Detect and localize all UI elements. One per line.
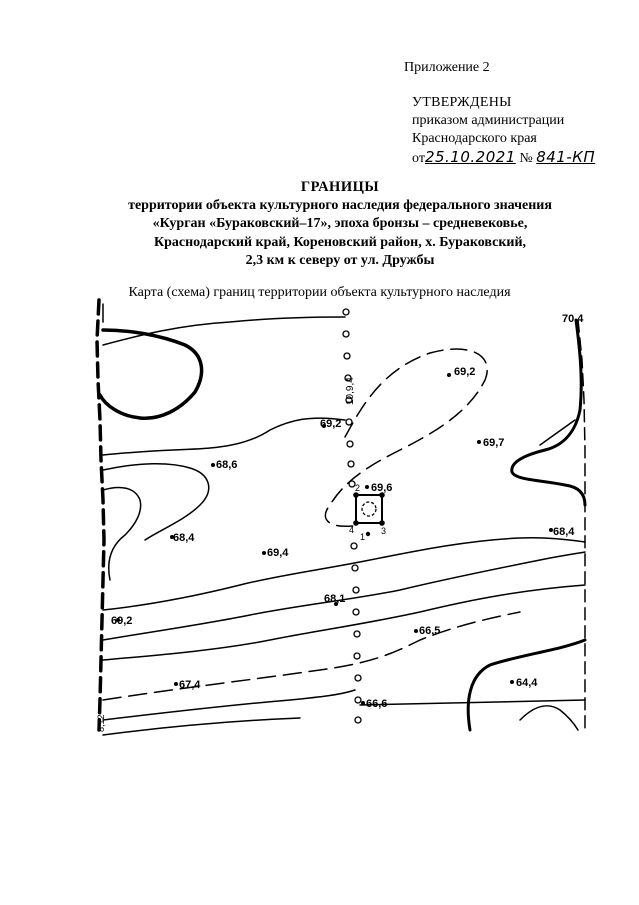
side-label: 8,12 xyxy=(96,714,106,732)
approved-label: УТВЕРЖДЕНЫ xyxy=(412,95,512,110)
left-boundary-line xyxy=(97,300,104,730)
number-sign: № xyxy=(519,151,533,166)
title-line-4: 2,3 км к северу от ул. Дружбы xyxy=(245,253,435,268)
contour-right-thick xyxy=(512,320,585,505)
road-label: 10,9,4 xyxy=(345,377,356,405)
handwritten-date: 25.10.2021 xyxy=(424,148,516,166)
appendix-label: Приложение 2 xyxy=(404,60,490,75)
boundary-point-label: 4 xyxy=(349,525,355,535)
order-label: приказом администрации xyxy=(412,113,565,128)
region-label: Краснодарского края xyxy=(412,131,537,146)
elevation-label: 69,2 xyxy=(320,418,342,430)
title-line-1: территории объекта культурного наследия федерального значения xyxy=(128,197,552,213)
elevation-label: 69,6 xyxy=(371,482,393,494)
elevation-label: 69,2 xyxy=(111,615,133,627)
handwritten-number: 841-КП xyxy=(536,148,596,166)
title-line-2: «Курган «Бураковский–17», эпоха бронзы – средневековье, xyxy=(152,216,528,231)
contour-686 xyxy=(103,464,209,540)
boundary-point-label: 3 xyxy=(381,526,387,536)
elevation-label: 66,5 xyxy=(419,625,441,637)
contour-bottom-left xyxy=(103,718,300,735)
elevation-label: 69,4 xyxy=(267,547,289,559)
elevation-label: 69,7 xyxy=(483,437,505,449)
boundary-point-label: 1 xyxy=(360,532,366,542)
elevation-label: 68,4 xyxy=(553,526,575,538)
contour-dashed-low xyxy=(103,612,520,700)
elevation-label: 70,4 xyxy=(562,313,584,325)
elevation-label: 67,4 xyxy=(179,679,201,691)
elevation-label: 68,4 xyxy=(173,532,195,544)
elevation-label: 69,2 xyxy=(454,366,476,378)
road-dotted-line xyxy=(343,309,361,723)
elevation-label: 64,4 xyxy=(516,677,538,689)
title-line-3: Краснодарский край, Кореновский район, х. Бураковский, xyxy=(153,234,527,250)
elevation-label: 68,1 xyxy=(324,593,346,605)
title-heading: ГРАНИЦЫ xyxy=(300,179,380,195)
bottom-line xyxy=(360,700,585,705)
elevation-label: 68,6 xyxy=(216,459,238,471)
from-prefix: от xyxy=(412,151,425,166)
boundary-point-label: 2 xyxy=(355,483,361,493)
map-caption: Карта (схема) границ территории объекта культурного наследия xyxy=(128,285,511,300)
contour-blob-top-left xyxy=(100,330,202,418)
elevation-label: 66,6 xyxy=(366,698,388,710)
